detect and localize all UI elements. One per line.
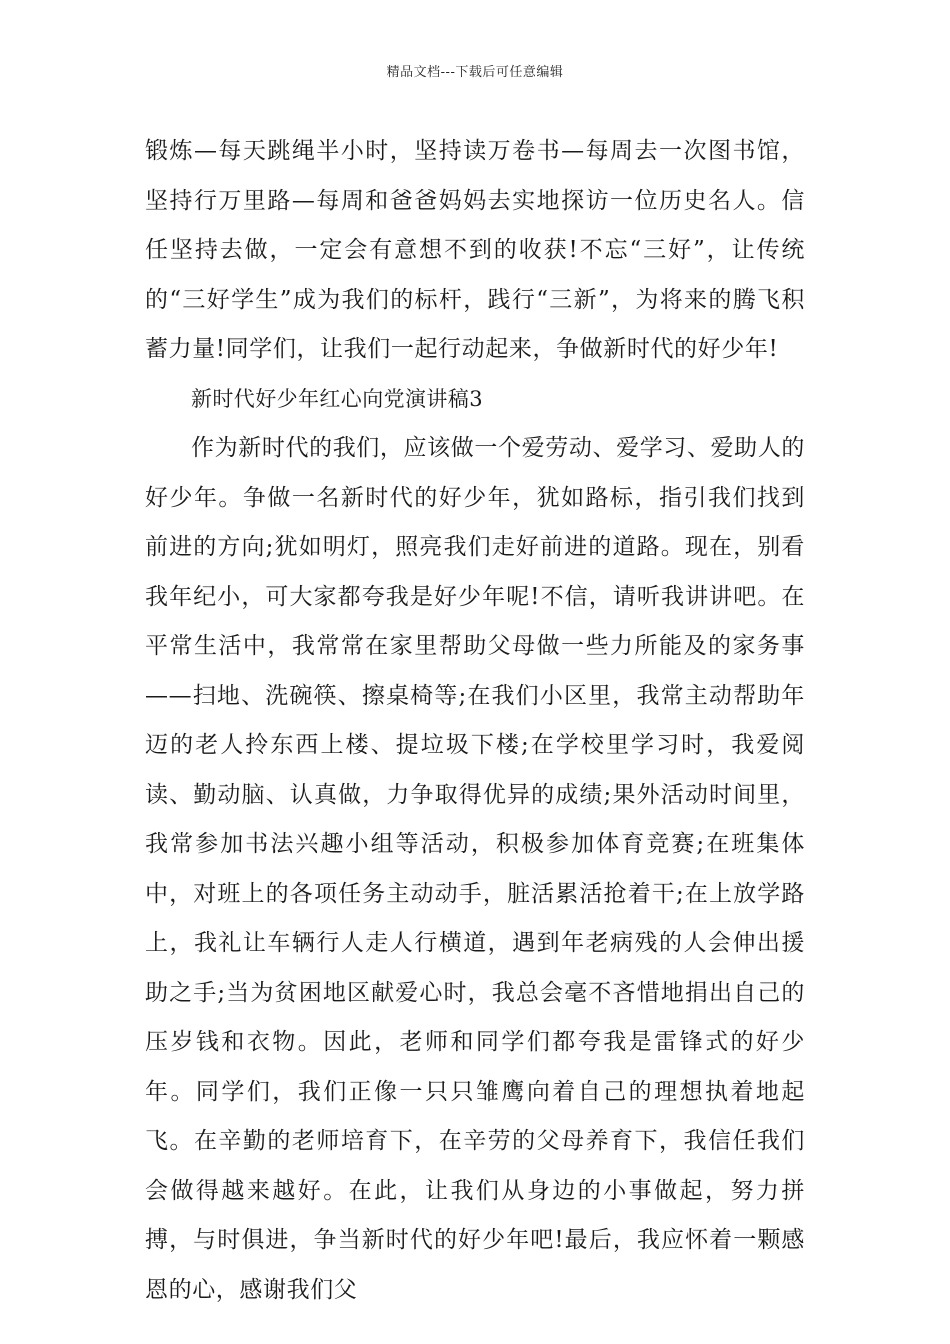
section-title: 新时代好少年红心向党演讲稿3 <box>191 386 483 411</box>
page-header: 精品文档---下载后可任意编辑 <box>386 65 564 80</box>
document-body <box>145 127 805 1315</box>
paragraph-main: 作为新时代的我们，应该做一个爱劳动、爱学习、爱助人的好少年。争做一名新时代的好少年，犹如路标，指引我们找到前进的方向;犹如明灯，照亮我们走好前进的道路。现在，别看我年纪小，可大家都夸我是好少年呢!不信，请听我讲讲吧。在平常生活中，我常常在家里帮助父母做一些力所能及的家务事——扫地、洗碗筷、擦桌椅等;在我们小区里，我常主动帮助年迈的老人拎东西上楼、提垃圾下楼;在学校里学习时，我爱阅读、勤动脑、认真做，力争取得优异的成绩;果外活动时间里，我常参加书法兴趣小组等活动，积极参加体育竞赛;在班集体中，对班上的各项任务主动动手，脏活累活抢着干;在上放学路上，我礼让车辆行人走人行横道，遇到年老病残的人会伸出援助之手;当为贫困地区献爱心时，我总会毫不吝惜地捐出自己的压岁钱和衣物。因此，老师和同学们都夸我是雷锋式的好少年。同学们，我们正像一只只雏鹰向着自己的理想执着地起飞。在辛勤的老师培育下，在辛劳的父母养育下，我信任我们会做得越来越好。在此，让我们从身边的小事做起，努力拼搏，与时俱进，争当新时代的好少年吧!最后，我应怀着一颗感恩的心，感谢我们父 <box>145 435 805 1303</box>
paragraph-continued: 锻炼—每天跳绳半小时，坚持读万卷书—每周去一次图书馆，坚持行万里路—每周和爸爸妈妈去实地探访一位历史名人。信任坚持去做，一定会有意想不到的收获!不忘“三好”，让传统的“三好学生”成为我们的标杆，践行“三新”，为将来的腾飞积蓄力量!同学们，让我们一起行动起来，争做新时代的好少年! <box>145 138 805 362</box>
